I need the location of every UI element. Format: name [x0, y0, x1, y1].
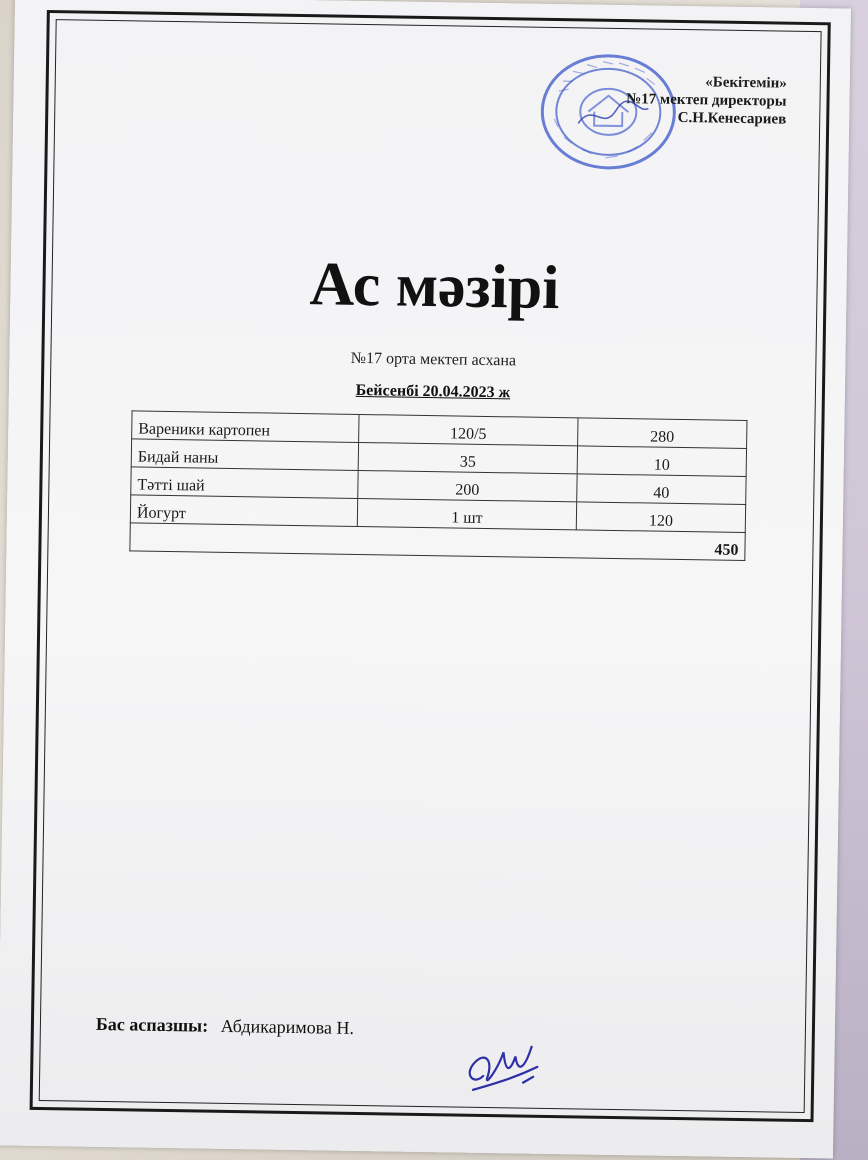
page-border: [30, 10, 831, 1122]
menu-date: Бейсенбі 20.04.2023 ж: [355, 381, 511, 402]
approval-position: №17 мектеп директоры: [626, 91, 787, 110]
dish-name: Тәтті шай: [131, 467, 358, 499]
chef-label: Бас аспазшы:: [95, 1013, 209, 1036]
dish-portion: 35: [358, 442, 577, 473]
dish-name: Бидай наны: [131, 439, 358, 471]
dish-calories: 280: [578, 418, 747, 449]
dish-calories: 120: [576, 502, 745, 533]
approval-heading: «Бекітемін»: [705, 74, 787, 92]
dish-name: Йогурт: [130, 495, 357, 527]
chef-name: Абдикаримова Н.: [220, 1015, 355, 1038]
approval-director-name: С.Н.Кенесариев: [677, 109, 787, 128]
chef-line: [96, 1014, 354, 1039]
dish-calories: 40: [577, 474, 746, 505]
dish-portion: 1 шт: [357, 498, 576, 529]
menu-table: [129, 410, 747, 561]
chef-signature: [453, 1016, 564, 1098]
total-calories: 450: [130, 523, 745, 561]
page-border-inner: [39, 19, 822, 1113]
dish-calories: 10: [577, 446, 746, 477]
approval-block: [626, 72, 787, 129]
canteen-name: №17 орта мектеп асхана: [350, 349, 517, 370]
page-title: Ас мәзірі: [309, 250, 561, 323]
dish-name: Вареники картопен: [132, 411, 359, 443]
dish-portion: 200: [358, 470, 577, 501]
dish-portion: 120/5: [359, 414, 578, 445]
